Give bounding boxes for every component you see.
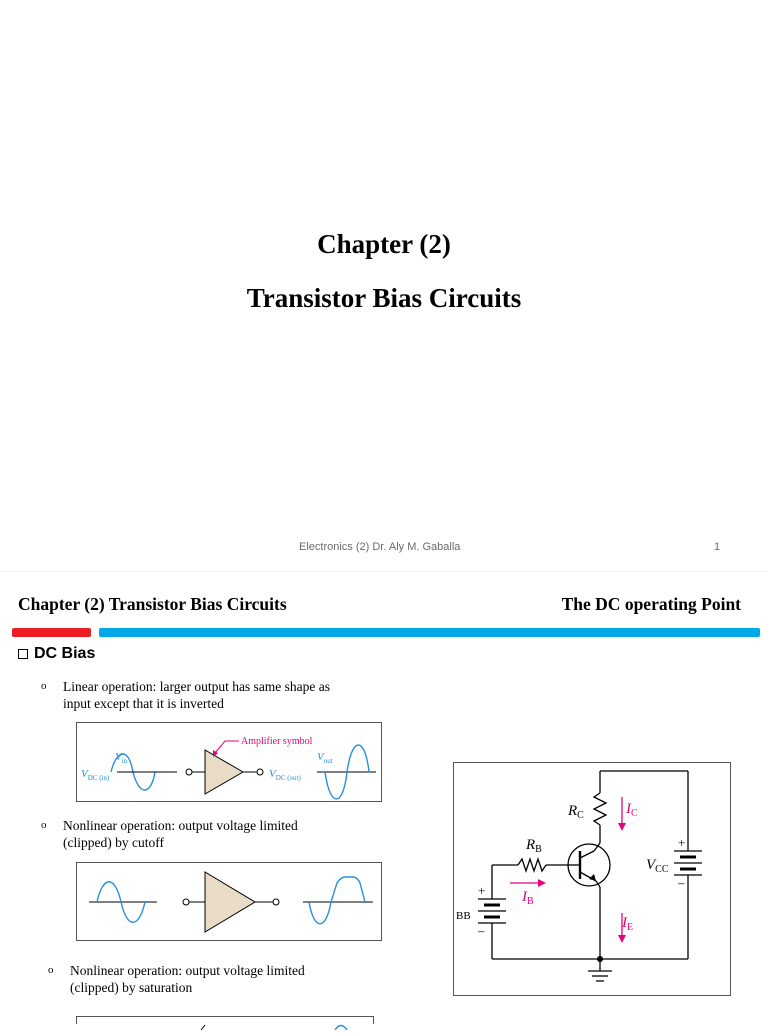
slide-1-page-number: 1 [714,541,721,553]
checkbox-bullet-icon [18,649,28,659]
svg-text:VCC: $V_{CC}$ [646,857,669,875]
slide-divider [0,571,768,572]
svg-text:Amplifier symbol: Amplifier symbol [241,736,313,747]
section-dc-bias [18,645,95,663]
header-red-bar [12,628,91,637]
slide-1-chapter-title: Transistor Bias Circuits [246,283,522,313]
figure-linear-amplifier [76,722,382,802]
svg-text:RB: $R_B$ [526,837,542,855]
bullet-circle-icon: o [48,964,54,976]
amplifier-triangle-icon [205,750,243,794]
ground-icon [588,971,612,981]
svg-text:+: + [478,883,486,898]
svg-text:–: – [478,923,485,938]
bullet-circle-icon: o [41,819,47,831]
slide-2-header-right: The DC operating Point [561,594,741,614]
bullet-cutoff: o Nonlinear operation: output voltage limited (clipped) by cutoff [41,818,298,850]
figure-bias-circuit [453,762,731,996]
amplifier-triangle-icon [205,872,255,932]
figure-saturation-clipping [76,1016,374,1024]
slide-1-chapter-number: Chapter (2) [317,229,451,259]
svg-text:RC: $R_C$ [568,803,584,821]
slide-2-header-left: Chapter (2) Transistor Bias Circuits [18,594,287,614]
svg-text:BB: BB [456,910,471,922]
svg-text:IC: $I_C$ [626,801,638,819]
header-blue-bar [99,628,760,637]
svg-text:VDC (out): $V_{DC (out)}$ [269,768,301,782]
section-title: DC Bias [34,645,96,662]
vcc-battery-icon [674,851,702,875]
slide-1-footer: Electronics (2) Dr. Aly M. Gaballa [299,541,461,553]
cutoff-clipping-diagram [77,863,381,940]
figure-cutoff-clipping [76,862,382,941]
bullet-linear: o Linear operation: larger output has same shape as input except that it is inverted [41,679,331,711]
linear-amplifier-diagram [77,723,381,801]
svg-text:IB: $I_B$ [522,889,534,907]
bullet-saturation: o Nonlinear operation: output voltage limited (clipped) by saturation [48,963,305,995]
svg-text:Vout: $V_{out}$ [317,751,333,765]
saturation-clipping-diagram [77,1023,373,1030]
svg-text:Vin: $V_{in}$ [115,751,128,765]
svg-text:IE: $I_E$ [622,915,634,933]
bullet-circle-icon: o [41,680,47,692]
svg-text:+: + [678,835,686,850]
transistor-bias-circuit-diagram [454,763,730,995]
svg-text:–: – [678,875,685,890]
svg-text:VDC (in): $V_{DC (in)}$ [81,768,110,782]
